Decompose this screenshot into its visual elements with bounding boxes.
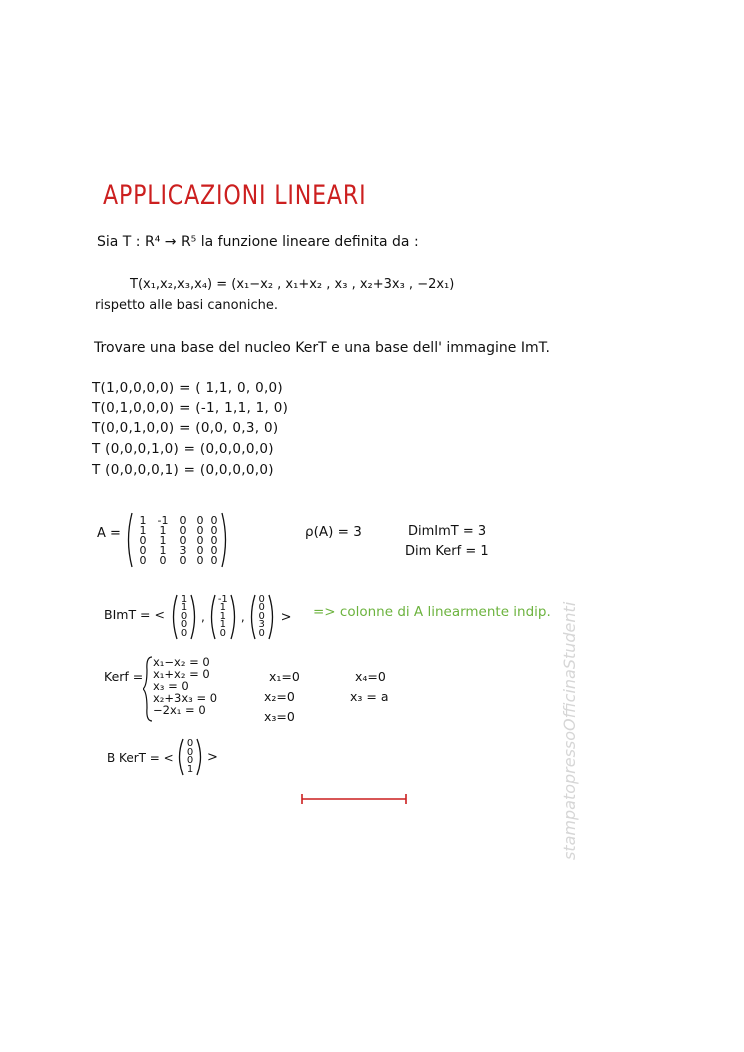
- matrix-cell: 1: [139, 513, 147, 527]
- vector-entry: 0: [180, 619, 188, 631]
- bker-vector: [184, 740, 196, 774]
- comma: ,: [201, 610, 205, 624]
- matrix-cell: 0: [196, 513, 204, 527]
- equation-1: x₁−x₂ = 0: [153, 655, 210, 669]
- left-paren: [248, 594, 256, 640]
- bker-label: B KerT = <: [107, 751, 174, 765]
- matrix-cell: 0: [179, 533, 187, 547]
- matrix-cell: 0: [196, 543, 204, 557]
- vector-entry: 1: [219, 602, 227, 614]
- bimt-vector-3: [256, 593, 268, 639]
- dim-ker-text: Dim Kerf = 1: [405, 544, 489, 559]
- matrix-cell: 0: [196, 553, 204, 567]
- solution-x2: x₂=0: [264, 689, 295, 704]
- solution-x1: x₁=0: [269, 669, 300, 684]
- rank-text: ρ(A) = 3: [305, 524, 362, 540]
- matrix-cell: 0: [139, 543, 147, 557]
- dim-im-text: DimImT = 3: [408, 524, 487, 539]
- matrix-cell: 0: [139, 553, 147, 567]
- right-paren: [230, 594, 238, 640]
- ker-label: Kerf =: [104, 669, 144, 684]
- equation-2: x₁+x₂ = 0: [153, 667, 210, 681]
- matrix-cell: 1: [159, 533, 167, 547]
- vector-entry: 1: [219, 610, 227, 622]
- matrix-cell: 0: [210, 513, 218, 527]
- right-paren: [268, 594, 276, 640]
- matrix-cell: 0: [139, 533, 147, 547]
- bker-close: >: [207, 749, 218, 765]
- image-line-1: T(1,0,0,0,0) = ( 1,1, 0, 0,0): [92, 380, 284, 396]
- vector-entry: 0: [219, 627, 227, 639]
- right-paren: [196, 738, 204, 776]
- intro-text: Sia T : R⁴ → R⁵ la funzione lineare definita da :: [97, 234, 419, 250]
- right-paren: [190, 594, 198, 640]
- bimt-label: BImT = <: [104, 607, 165, 622]
- equation-4: x₂+3x₃ = 0: [153, 691, 218, 705]
- vector-entry: 1: [186, 763, 194, 775]
- equation-5: −2x₁ = 0: [153, 703, 206, 717]
- vector-entry: 0: [186, 738, 194, 749]
- end-rule: [300, 793, 408, 805]
- image-line-4: T (0,0,0,1,0) = (0,0,0,0,0): [92, 441, 274, 457]
- solution-x4: x₄=0: [355, 669, 386, 684]
- matrix-cell: 0: [159, 553, 167, 567]
- vector-entry: 0: [186, 755, 194, 766]
- bimt-vector-1: [178, 593, 190, 639]
- right-paren: [221, 512, 229, 568]
- matrix-cell: 3: [179, 543, 187, 557]
- vector-entry: 3: [258, 619, 265, 631]
- matrix-cell: 1: [139, 523, 147, 537]
- image-line-5: T (0,0,0,0,1) = (0,0,0,0,0): [92, 462, 274, 478]
- independence-note: => colonne di A linearmente indip.: [313, 604, 551, 620]
- task-text: Trovare una base del nucleo KerT e una base dell' immagine ImT.: [94, 340, 550, 356]
- image-line-3: T(0,0,1,0,0) = (0,0, 0,3, 0): [92, 420, 279, 436]
- matrix-cell: 0: [196, 523, 204, 537]
- vector-entry: 0: [258, 602, 265, 614]
- vector-entry: 1: [180, 593, 188, 605]
- matrix-label: A =: [97, 526, 121, 541]
- left-paren: [170, 594, 178, 640]
- image-line-2: T(0,1,0,0,0) = (-1, 1,1, 1, 0): [92, 400, 289, 416]
- matrix-cell: 0: [179, 523, 187, 537]
- vector-entry: -1: [217, 593, 228, 605]
- matrix-cell: 0: [210, 553, 218, 567]
- left-paren: [125, 512, 133, 568]
- matrix-cell: 0: [210, 533, 218, 547]
- watermark: stampatopressoOfficinaStudenti: [560, 601, 579, 860]
- function-definition: T(x₁,x₂,x₃,x₄) = (x₁−x₂ , x₁+x₂ , x₃ , x₂+3x₃ , −2x₁): [130, 277, 455, 292]
- matrix-cell: 0: [210, 523, 218, 537]
- vector-entry: 0: [180, 627, 188, 639]
- left-paren: [176, 738, 184, 776]
- bimt-close: >: [280, 609, 292, 625]
- vector-entry: 0: [180, 610, 188, 622]
- system-brace: [143, 656, 153, 722]
- matrix-cell: 0: [210, 543, 218, 557]
- ker-system: [153, 656, 217, 716]
- solution-x3: x₃=0: [264, 709, 295, 724]
- bimt-vector-2: [216, 593, 230, 639]
- bimt-vectors: [170, 594, 292, 640]
- left-paren: [208, 594, 216, 640]
- vector-entry: 0: [186, 746, 194, 758]
- comma: ,: [240, 610, 245, 624]
- matrix-a: [125, 512, 229, 568]
- matrix-cell: 1: [159, 543, 167, 557]
- matrix-cell: 0: [196, 533, 204, 547]
- bker-vector-wrap: [176, 738, 218, 776]
- vector-entry: 0: [258, 593, 265, 605]
- basis-note: rispetto alle basi canoniche.: [95, 298, 278, 313]
- vector-entry: 1: [219, 619, 227, 631]
- vector-entry: 0: [258, 627, 265, 639]
- matrix-cell: -1: [157, 513, 169, 527]
- matrix-cell: 0: [179, 553, 187, 567]
- vector-entry: 0: [258, 610, 265, 622]
- solution-param: x₃ = a: [350, 689, 389, 704]
- matrix-grid: [133, 513, 221, 567]
- vector-entry: 1: [180, 602, 188, 614]
- equation-3: x₃ = 0: [153, 679, 189, 693]
- matrix-cell: 1: [159, 523, 167, 537]
- matrix-cell: 0: [179, 513, 187, 527]
- page-title: APPLICAZIONI LINEARI: [103, 180, 367, 211]
